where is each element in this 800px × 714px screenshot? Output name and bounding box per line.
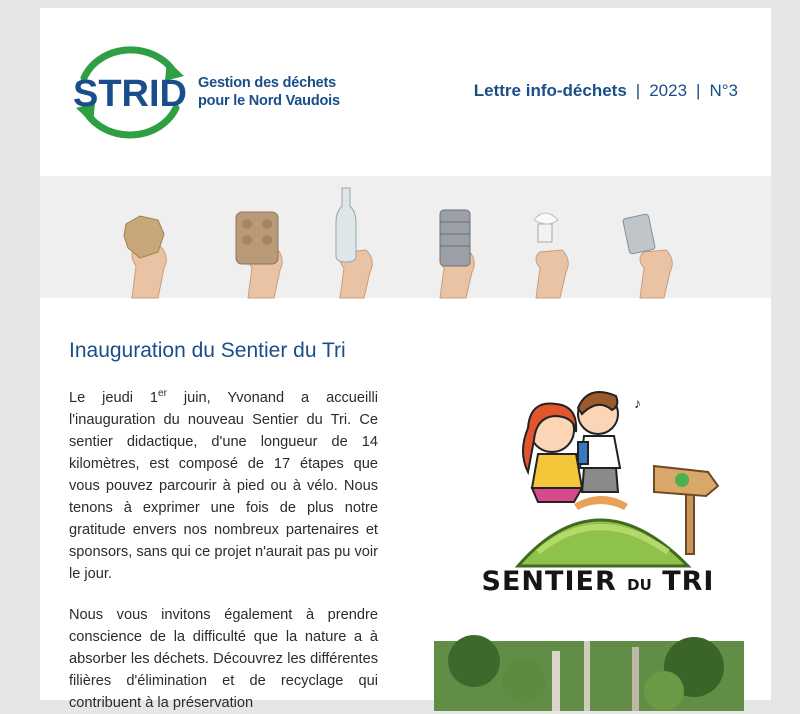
sentier-du-tri-title [478,566,718,597]
egg-carton-icon [236,212,278,264]
article-paragraph-1 [69,387,378,585]
logo-text: STRID [73,73,187,115]
separator: | [696,81,701,100]
separator: | [635,81,641,100]
logo-tagline [198,74,340,110]
article-paragraph-2: Nous vous invitons également à prendre conscience de la difficulté que la nature a à absorber les déchets. Découvrez les différentes filières d'élimination et de recyclage qui contribuent à la préservation [69,607,378,711]
recycling-banner [40,176,771,298]
p1-rest: juin, Yvonand a accueilli l'inauguration du nouveau Sentier du Tri. Ce sentier didactique, d'une longueur de 14 kilomètres, est composé de 17 étapes que vous pouvez parcourir à pied ou à vélo. Nous tenons à exprimer une fois de plus notre gratitude envers nos nombreux partenaires et sponsors, sans qui ce projet n'aurait pas pu voir le jour. [69,390,379,582]
issue-number: N°3 [709,81,738,100]
issue-year: 2023 [649,81,688,100]
hands-with-waste-image [40,176,771,298]
svg-text:♪: ♪ [634,395,641,411]
article-title: Inauguration du Sentier du Tri [69,339,346,362]
title-du: DU [627,576,652,594]
newsletter-sheet [40,8,771,711]
issue-info [474,81,738,101]
p1-superscript: er [158,388,167,400]
forest-photo [434,641,744,711]
tagline-line2: pour le Nord Vaudois [198,93,340,109]
aluminium-can-icon [623,214,656,255]
tin-can-icon [440,210,470,266]
p1-start: Le jeudi 1 [69,390,159,406]
newsletter-title: Lettre info-déchets [473,81,627,100]
crumpled-paper-icon [124,216,164,258]
title-tri: TRI [662,566,715,597]
header [40,8,771,176]
glass-bottle-icon [336,188,356,262]
strid-logo [70,38,190,146]
tagline-line1: Gestion des déchets [198,75,337,91]
title-sentier: SENTIER [481,566,617,597]
light-bulb-icon [538,224,552,242]
